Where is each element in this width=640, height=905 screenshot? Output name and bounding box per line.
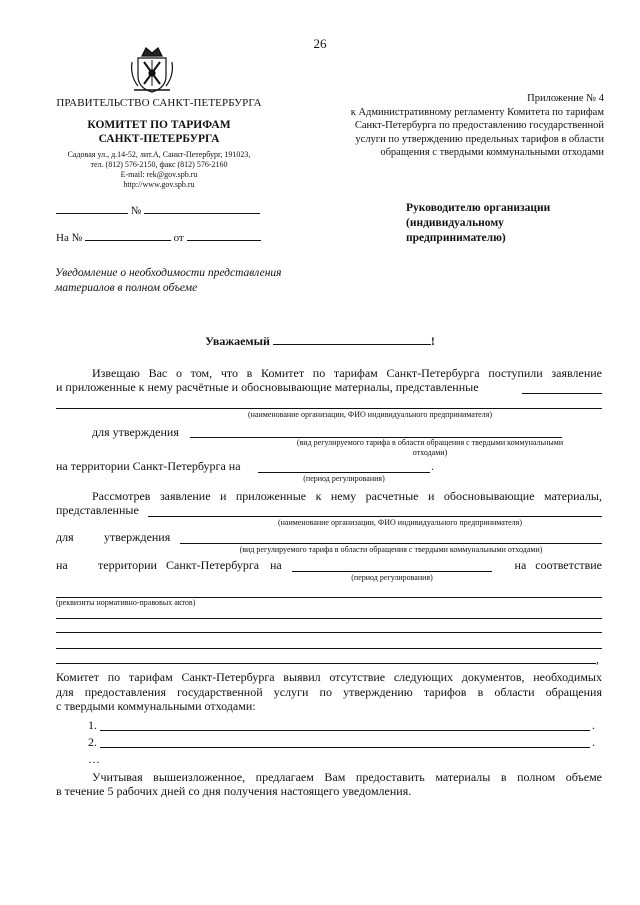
sender-contacts [56, 150, 262, 190]
caption-line: отходами) [412, 448, 448, 457]
committee-line: САНКТ-ПЕТЕРБУРГА [98, 133, 220, 145]
requisites-line [56, 648, 602, 649]
caption-period-2: (период регулирования) [351, 573, 433, 582]
committee-line: КОМИТЕТ ПО ТАРИФАМ [87, 119, 231, 131]
paragraph-1-line: Извещаю Вас о том, что в Комитет по тарифам Санкт-Петербурга поступили заявление [92, 366, 602, 380]
number-field-blank [144, 203, 260, 214]
requisites-line [56, 632, 602, 633]
missing-item-blank [100, 730, 590, 731]
sender-email: E-mail: rek@gov.spb.ru [120, 170, 198, 179]
coat-of-arms-emblem [128, 42, 176, 96]
recipient-line: предпринимателю) [406, 232, 506, 244]
annex-line: к Административному регламенту Комитета по тарифам [350, 106, 604, 118]
sender-address: Садовая ул., д.14-52, лит.А, Санкт-Петербург, 191023, [67, 150, 251, 159]
sender-phone: тел. (812) 576-2150, факс (812) 576-2160 [90, 160, 228, 169]
missing-item-end: . [592, 735, 595, 749]
caption-period: (период регулирования) [303, 474, 385, 483]
government-name: ПРАВИТЕЛЬСТВО САНКТ-ПЕТЕРБУРГА [56, 97, 262, 109]
paragraph-3-line: Комитет по тарифам Санкт-Петербурга выявил отсутствие следующих документов, необходимых [56, 670, 602, 684]
requisites-line [56, 618, 602, 619]
caption-tariff-type [255, 438, 605, 458]
period-blank-2 [292, 571, 492, 572]
from-label: от [173, 232, 184, 244]
annex-line: Санкт-Петербурга по предоставлению государственной [354, 120, 604, 131]
paragraph-1-line [56, 380, 479, 394]
caption-line: (вид регулируемого тарифа в области обращения с твердыми коммунальными [296, 438, 564, 447]
caption-requisites: (реквизиты нормативно-правовых актов) [56, 598, 196, 607]
compliance-label: на соответствие [514, 558, 602, 572]
missing-item-number: 2. [88, 735, 97, 749]
requisites-line [56, 663, 596, 664]
page-number: 26 [313, 36, 327, 51]
presented-label: представленные [56, 503, 139, 517]
committee-name [56, 118, 262, 146]
paragraph-2-line: Рассмотрев заявление и приложенные к нему расчетные и обосновывающие материалы, [92, 489, 602, 503]
territory-line [56, 459, 241, 473]
date-field-blank [56, 203, 128, 214]
greeting-label: Уважаемый [205, 334, 270, 348]
reply-to-label: На № [56, 232, 83, 244]
outgoing-number-line [56, 203, 260, 217]
missing-item-blank [100, 747, 590, 748]
recipient-block [406, 201, 606, 246]
tariff-type-blank-2 [180, 543, 602, 544]
territory-word: территории [98, 558, 157, 572]
annex-line: услуги по утверждению предельных тарифов в области [355, 133, 604, 145]
missing-item-number: 1. [88, 718, 97, 732]
greeting-end: ! [430, 334, 435, 348]
approval-word: утверждения [104, 530, 171, 544]
recipient-line: (индивидуальному [406, 217, 504, 229]
period-end: . [431, 459, 434, 473]
reply-number-line [56, 230, 261, 244]
notice-title [55, 266, 335, 296]
addressee-blank [273, 333, 431, 345]
caption-org-name: (наименование организации, ФИО индивидуального предпринимателя) [247, 410, 493, 419]
greeting [0, 333, 640, 349]
recipient-line: Руководителю организации [406, 202, 551, 214]
org-name-blank-2 [148, 516, 602, 517]
paragraph-4-line: Учитывая вышеизложенное, предлагаем Вам предоставить материалы в полном объеме [92, 770, 602, 784]
number-sign: № [130, 205, 142, 217]
for-word: для [56, 530, 74, 544]
sender-website: http://www.gov.spb.ru [123, 180, 195, 189]
for-approval-label: для утверждения [92, 425, 179, 439]
annex-line: обращения с твердыми коммунальными отходами [380, 147, 604, 158]
paragraph-3-line: с твердыми коммунальными отходами: [56, 699, 256, 713]
annex-block [330, 92, 604, 160]
org-name-blank [522, 393, 602, 394]
paragraph-4-line: в течение 5 рабочих дней со дня получения настоящего уведомления. [56, 784, 412, 798]
period-blank [258, 472, 430, 473]
requisites-comma: , [596, 652, 599, 666]
annex-line: Приложение № 4 [527, 93, 604, 104]
notice-title-line: Уведомление о необходимости представления [55, 267, 282, 279]
caption-org-name-2: (наименование организации, ФИО индивидуального предпринимателя) [277, 518, 523, 527]
reply-date-blank [187, 230, 261, 241]
reply-number-blank [85, 230, 171, 241]
paragraph-3-line: для предоставления государственной услуги по утверждению тарифов в области обращения [56, 685, 602, 699]
on-word: на [56, 558, 68, 572]
caption-tariff-type-2: (вид регулируемого тарифа в области обращения с твердыми коммунальными отходами) [239, 545, 543, 554]
na-word: на [270, 558, 282, 572]
territory-text: на территории Санкт-Петербурга на [56, 459, 241, 473]
paragraph-text: и приложенные к нему расчётные и обосновывающие материалы, представленные [56, 380, 479, 394]
notice-title-line: материалов в полном объеме [55, 282, 198, 294]
org-name-blank-line [56, 408, 602, 409]
list-ellipsis: … [88, 752, 100, 766]
missing-item-end: . [592, 718, 595, 732]
spb-word: Санкт-Петербурга [166, 558, 260, 572]
